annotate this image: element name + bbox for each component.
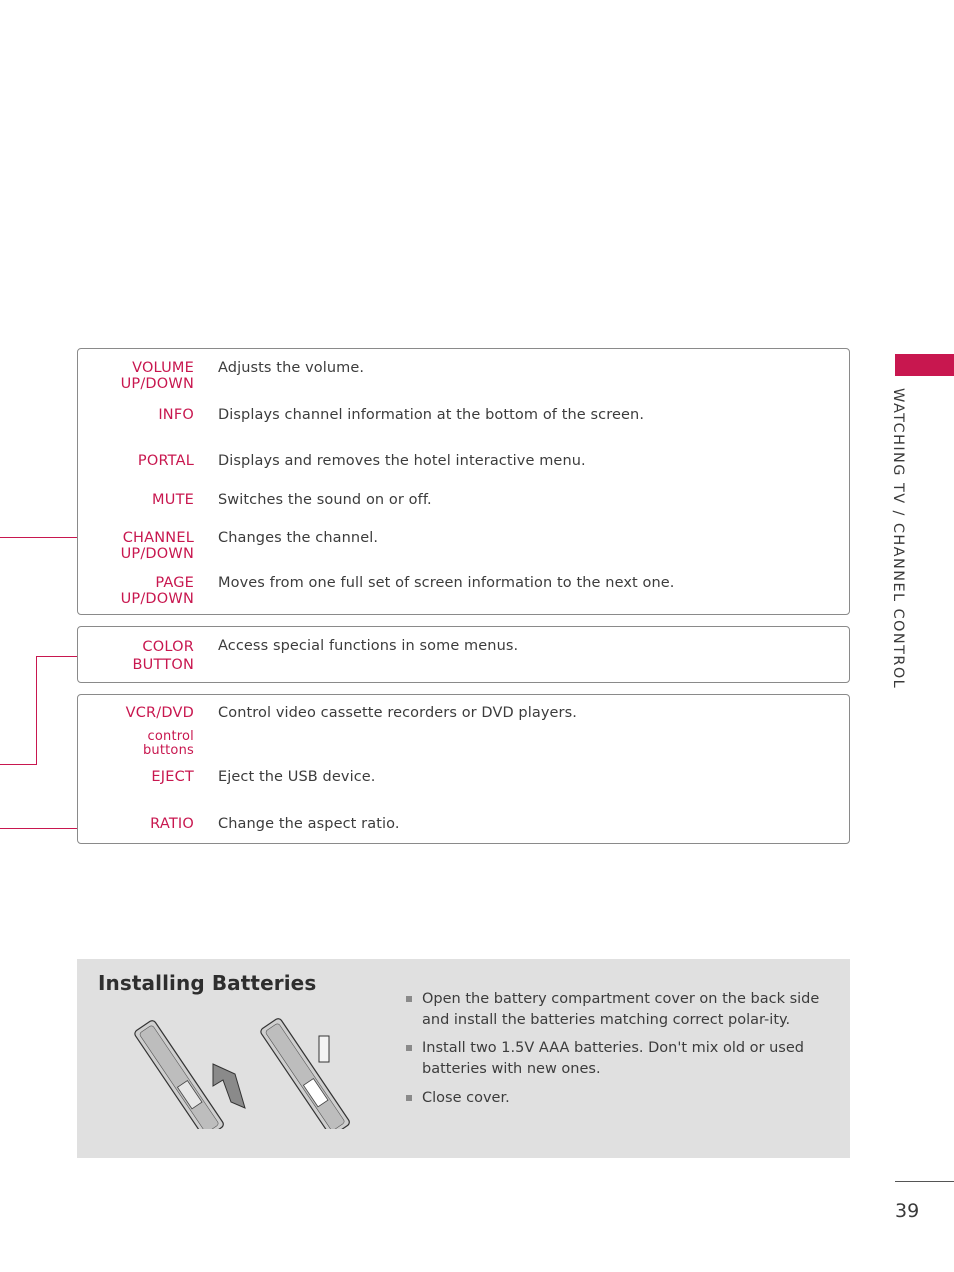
desc-channel: Changes the channel. <box>218 530 379 546</box>
batteries-title: Installing Batteries <box>98 971 317 995</box>
key-channel: CHANNEL UP/DOWN <box>120 530 194 562</box>
battery-step: Close cover. <box>405 1088 825 1109</box>
key-portal: PORTAL <box>137 453 194 469</box>
button-group-1 <box>77 348 850 615</box>
section-tab-marker <box>895 354 954 376</box>
bullet-icon <box>406 996 412 1002</box>
key-mute: MUTE <box>152 492 194 508</box>
desc-color: Access special functions in some menus. <box>218 638 519 654</box>
battery-step: Install two 1.5V AAA batteries. Don't mix old or used batteries with new ones. <box>405 1038 825 1080</box>
key-eject: EJECT <box>151 769 194 785</box>
leader-line-channel <box>0 537 77 538</box>
key-info: INFO <box>158 407 194 423</box>
desc-mute: Switches the sound on or off. <box>218 492 432 508</box>
desc-volume: Adjusts the volume. <box>218 360 365 376</box>
key-volume: VOLUME UP/DOWN <box>120 360 194 392</box>
key-vcr: VCR/DVD <box>125 705 194 721</box>
leader-line-color-foot <box>0 764 37 765</box>
installing-batteries-panel <box>77 959 850 1158</box>
desc-ratio: Change the aspect ratio. <box>218 816 400 832</box>
footer-rule <box>895 1181 954 1182</box>
remote-open-icon <box>259 1017 350 1129</box>
leader-line-color-h <box>36 656 77 657</box>
battery-cover-icon <box>319 1036 329 1062</box>
remote-battery-illustration <box>127 1014 367 1129</box>
desc-vcr: Control video cassette recorders or DVD players. <box>218 705 577 721</box>
bullet-icon <box>406 1045 412 1051</box>
section-title: WATCHING TV / CHANNEL CONTROL <box>890 388 906 690</box>
desc-eject: Eject the USB device. <box>218 769 376 785</box>
button-group-2 <box>77 626 850 683</box>
page-number: 39 <box>895 1200 920 1222</box>
key-control-buttons: control buttons <box>142 729 194 758</box>
button-group-3 <box>77 694 850 844</box>
leader-line-ratio <box>0 828 77 829</box>
key-page: PAGE UP/DOWN <box>120 575 194 607</box>
bullet-icon <box>406 1095 412 1101</box>
key-ratio: RATIO <box>150 816 194 832</box>
battery-step: Open the battery compartment cover on the back side and install the batteries matching correct polar-ity. <box>405 989 825 1031</box>
key-color: COLOR BUTTON <box>132 639 194 673</box>
remote-icon <box>133 1019 224 1129</box>
battery-steps-list <box>405 989 825 1117</box>
desc-page: Moves from one full set of screen information to the next one. <box>218 575 675 591</box>
desc-portal: Displays and removes the hotel interactive menu. <box>218 453 586 469</box>
desc-info: Displays channel information at the bottom of the screen. <box>218 407 645 423</box>
leader-line-color-v <box>36 656 37 765</box>
arrow-icon <box>213 1064 245 1108</box>
